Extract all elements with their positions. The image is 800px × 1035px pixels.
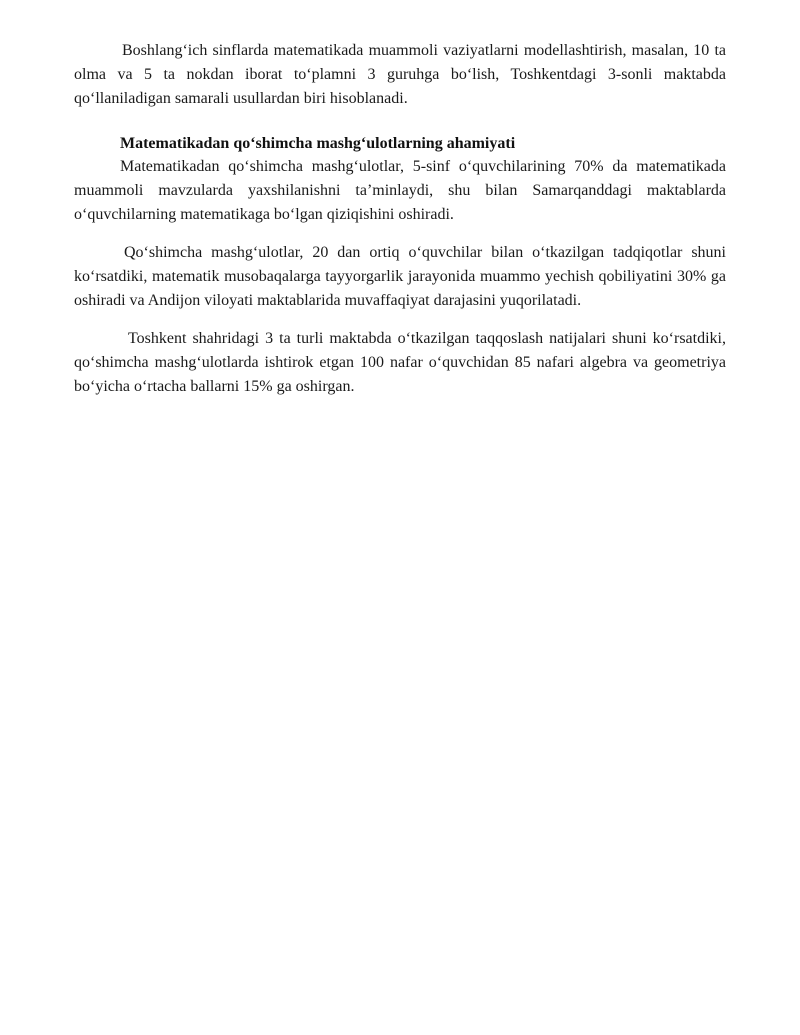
document-page (74, 39, 726, 399)
paragraph-modelling: Boshlang‘ich sinflarda matematikada muammoli vaziyatlarni modellashtirish, masalan, 10 ta olma va 5 ta nokdan iborat to‘plamni 3 guruhga bo‘lish, Toshkentdagi 3-sonli maktabda qo‘llaniladigan samarali usullardan biri hisoblanadi. (74, 42, 726, 107)
section-heading: Matematikadan qo‘shimcha mashg‘ulotlarning ahamiyati (120, 135, 516, 152)
paragraph-research: Qo‘shimcha mashg‘ulotlar, 20 dan ortiq o‘quvchilar bilan o‘tkazilgan tadqiqotlar shuni ko‘rsatdiki, matematik musobaqalarga tayyorgarlik jarayonida muammo yechish qobiliyatini 30% ga oshiradi va Andijon viloyati maktablarida muvaffaqiyat darajasini yuqorilatadi. (74, 244, 726, 309)
paragraph-extra-lessons: Matematikadan qo‘shimcha mashg‘ulotlar, 5-sinf o‘quvchilarining 70% da matematikada muammoli mavzularda yaxshilanishni ta’minlaydi, shu bilan Samarqanddagi maktablarda o‘quvchilarning matematikaga bo‘lgan qiziqishini oshiradi. (74, 158, 726, 223)
paragraph-comparison: Toshkent shahridagi 3 ta turli maktabda o‘tkazilgan taqqoslash natijalari shuni ko‘rsatdiki, qo‘shimcha mashg‘ulotlarda ishtirok etgan 100 nafar o‘quvchidan 85 nafari algebra va geometriya bo‘yicha o‘rtacha ballarni 15% ga oshirgan. (74, 330, 726, 395)
